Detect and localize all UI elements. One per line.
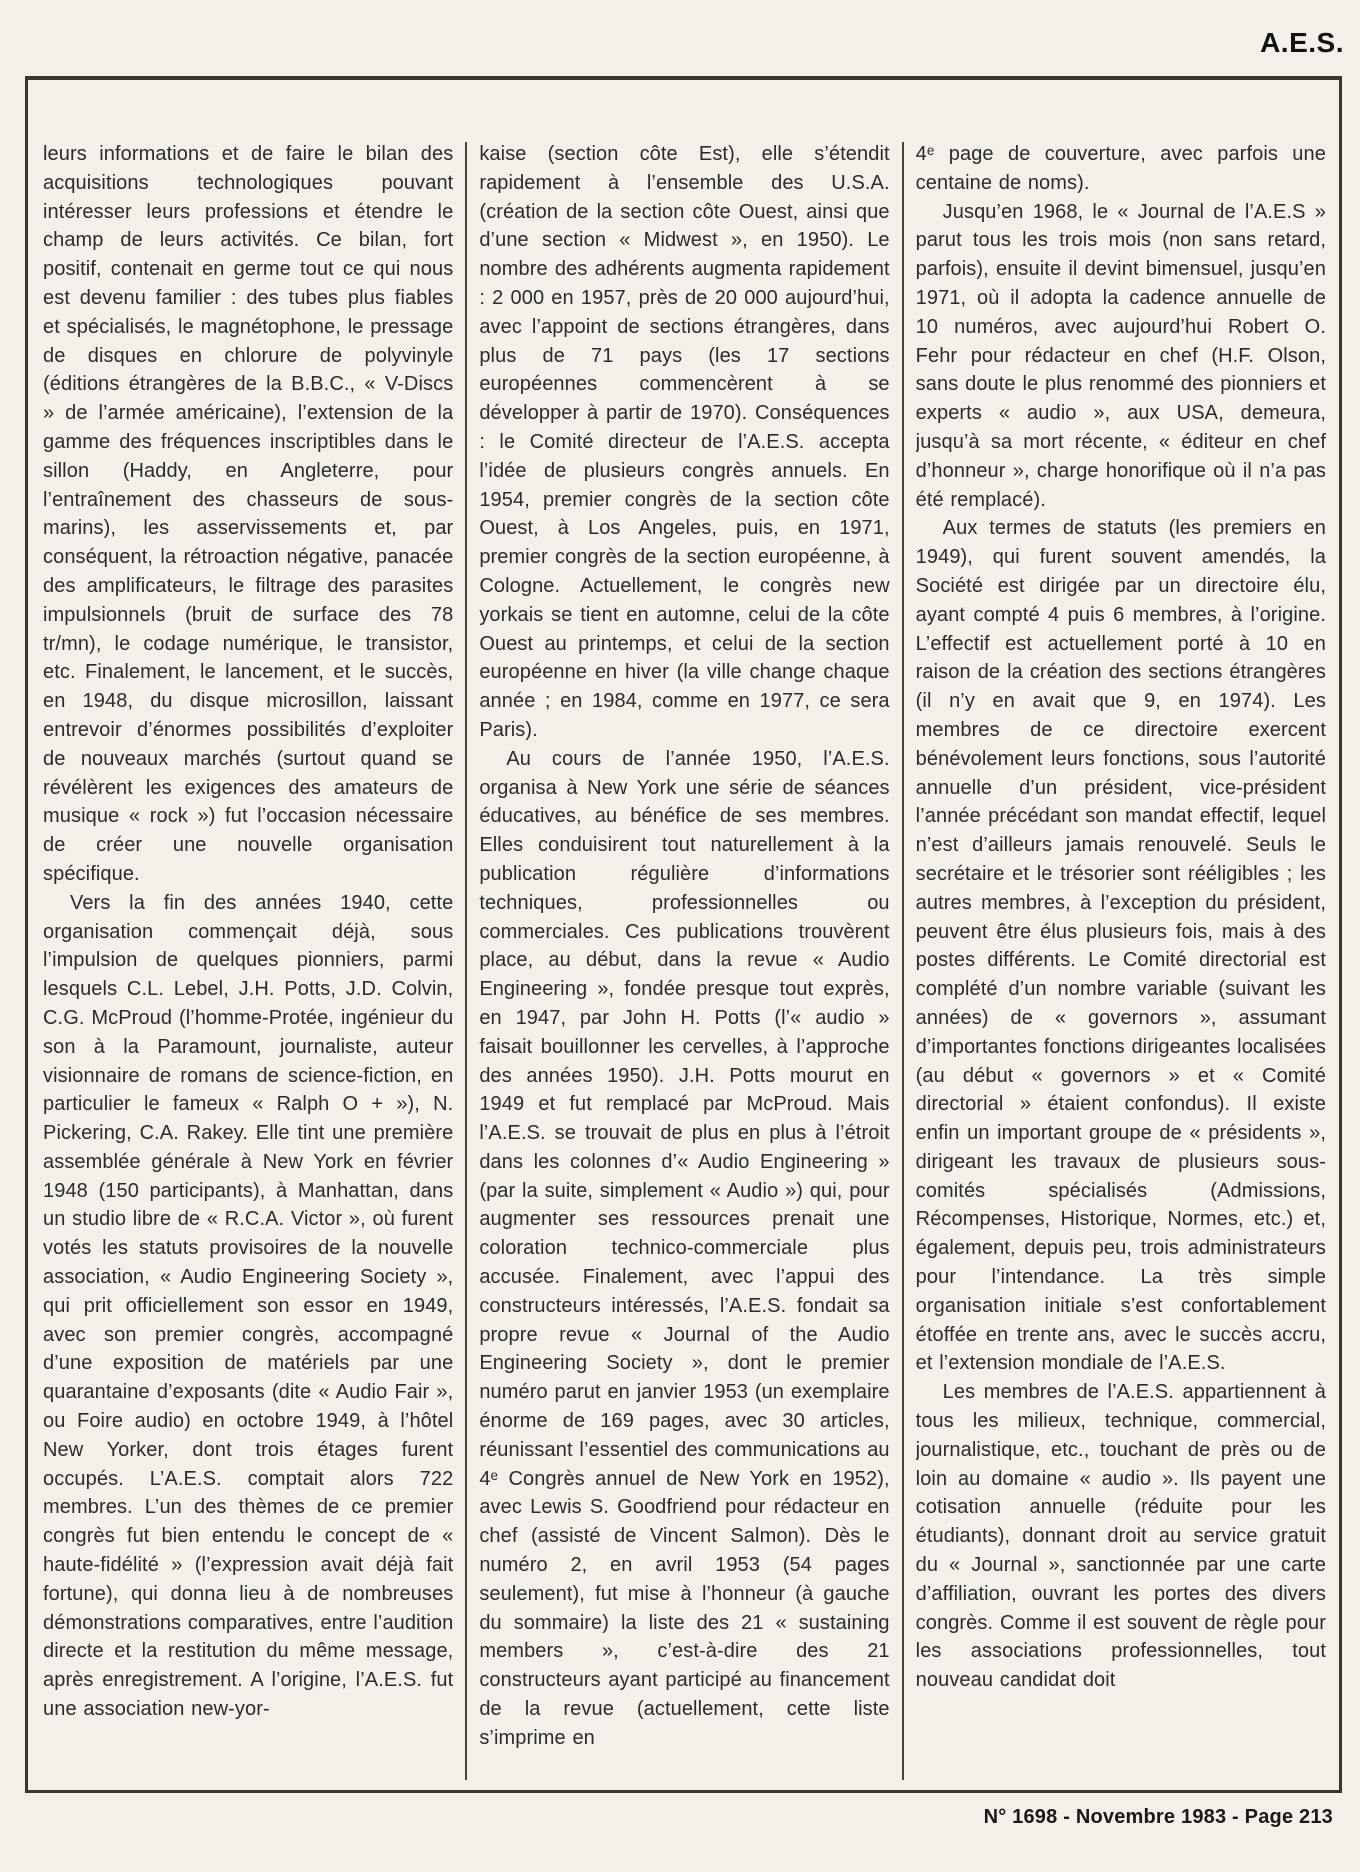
paragraph: Vers la fin des années 1940, cette organisation commençait déjà, sous l’impulsion de quelques pionniers, parmi lesquels C.L. Lebel, J.H. Potts, J.D. Colvin, C.G. McProud (l’homme-Protée, ingénieur du son à la Paramount, journaliste, auteur visionnaire de romans de science-fiction, en particulier le fameux « Ralph O + »), N. Pickering, C.A. Rakey. Elle tint une première assemblée générale à New York en février 1948 (150 participants), à Manhattan, dans un studio libre de « R.C.A. Victor », où furent votés les statuts provisoires de la nouvelle association, « Audio Engineering Society », qui prit officiellement son essor en 1949, avec son premier congrès, accompagné d’une exposition de matériels par une quarantaine d’exposants (dite « Audio Fair », ou Foire audio) en octobre 1949, à l’hôtel New Yorker, dont trois étages furent occupés. L’A.E.S. comptait alors 722 membres. L’un des thèmes de ce premier congrès fut bien entendu le concept de « haute-fidélité » (l’expression avait déjà fait fortune), qui donna lieu à de nombreuses démonstrations comparatives, entre l’audition directe et la restitution du même message, après enregistrement. A l’origine, l’A.E.S. fut une association new-yor- bbox=[43, 891, 454, 1721]
paragraph: Les membres de l’A.E.S. appartiennent à tous les milieux, technique, commercial, journalistique, etc., touchant de près ou de loin au domaine « audio ». Ils payent une cotisation annuelle (réduite pour les étudiants), donnant droit au service gratuit du « Journal », sanctionnée par une carte d’affiliation, ouvrant les portes des divers congrès. Comme il est souvent de règle pour les associations professionnelles, tout nouveau candidat doit bbox=[915, 1381, 1326, 1692]
paragraph: Aux termes de statuts (les premiers en 1949), qui furent souvent amendés, la Société est dirigée par un directoire élu, ayant compté 4 puis 6 membres, à l’origine. L’effectif est actuellement porté à 10 en raison de la création des sections étrangères (il n’y en avait que 9, en 1974). Les membres de ce directoire exercent bénévolement leurs fonctions, sous l’autorité annuelle d’un président, vice-président l’année précédant son mandat effectif, lequel n’est d’ailleurs jamais renouvelé. Seuls le secrétaire et le trésorier sont rééligibles ; les autres membres, à l’exception du président, peuvent être élus plusieurs fois, mais à des postes différents. Le Comité directorial est complété d’un nombre variable (suivant les années) de « governors », assumant d’importantes fonctions dirigeantes localisées (au début « governors » et « Comité directorial » étaient confondus). Il existe enfin un important groupe de « présidents », dirigeant les travaux de plusieurs sous-comités spécialisés (Admissions, Récompenses, Historique, Normes, etc.) et, également, depuis peu, trois administrateurs pour l’intendance. La très simple organisation initiale s’est confortablement étoffée en trente ans, avec le succès accru, et l’extension mondiale de l’A.E.S. bbox=[915, 517, 1326, 1375]
page-footer: N° 1698 - Novembre 1983 - Page 213 bbox=[983, 1806, 1333, 1828]
paragraph: kaise (section côte Est), elle s’étendit rapidement à l’ensemble des U.S.A. (création de la section côte Ouest, ainsi que d’une section « Midwest », en 1950). Le nombre des adhérents augmenta rapidement : 2 000 en 1957, près de 20 000 aujourd’hui, avec l’appoint de sections étrangères, dans plus de 71 pays (les 17 sections européennes commencèrent à se développer à partir de 1970). Conséquences : le Comité directeur de l’A.E.S. accepta l’idée de plusieurs congrès annuels. En 1954, premier congrès de la section côte Ouest, à Los Angeles, puis, en 1971, premier congrès de la section européenne, à Cologne. Actuellement, le congrès new yorkais se tient en automne, celui de la côte Ouest au printemps, et celui de la section européenne en hiver (la ville change chaque année ; en 1984, comme en 1977, ce sera Paris). bbox=[479, 143, 890, 741]
column-divider-1 bbox=[465, 142, 467, 1780]
paragraph: Au cours de l’année 1950, l’A.E.S. organisa à New York une série de séances éducatives, au bénéfice de ses membres. Elles conduisirent tout naturellement à la publication régulière d’informations techniques, professionnelles ou commerciales. Ces publications trouvèrent place, au début, dans la revue « Audio Engineering », fondée presque tout exprès, en 1947, par John H. Potts (l’« audio » faisait bouillonner les cervelles, à l’approche des années 1950). J.H. Potts mourut en 1949 et fut remplacé par McProud. Mais l’A.E.S. se trouvait de plus en plus à l’étroit dans les colonnes d’« Audio Engineering » (par la suite, simplement « Audio ») qui, pour augmenter ses ressources prenait une coloration technico-commerciale plus accusée. Finalement, avec l’appui des constructeurs intéressés, l’A.E.S. fondait sa propre revue « Journal of the Audio Engineering Society », dont le premier numéro parut en janvier 1953 (un exemplaire énorme de 169 pages, avec 30 articles, réunissant l’essentiel des communications au 4ᵉ Congrès annuel de New York en 1952), avec Lewis S. Goodfriend pour rédacteur en chef (assisté de Vincent Salmon). Dès le numéro 2, en avril 1953 (54 pages seulement), fut mise à l’honneur (à gauche du sommaire) la liste des 21 « sustaining members », c’est-à-dire des 21 constructeurs ayant participé au financement de la revue (actuellement, cette liste s’imprime en bbox=[479, 747, 890, 1749]
paragraph: leurs informations et de faire le bilan des acquisitions technologiques pouvant intéresser leurs professions et étendre le champ de leurs activités. Ce bilan, fort positif, contenait en germe tout ce qui nous est devenu familier : des tubes plus fiables et spécialisés, le magnétophone, le pressage de disques en chlorure de polyvinyle (éditions étrangères de la B.B.C., « V-Discs » de l’armée américaine), l’extension de la gamme des fréquences inscriptibles dans le sillon (Haddy, en Angleterre, pour l’entraînement des chasseurs de sous-marins), les asservissements et, par conséquent, la rétroaction négative, panacée des amplificateurs, le filtrage des parasites impulsionnels (bruit de surface des 78 tr/mn), le codage numérique, le transistor, etc. Finalement, le lancement, et le succès, en 1948, du disque microsillon, laissant entrevoir d’énormes possibilités d’exploiter de nouveaux marchés (surtout quand se révélèrent les exigences des amateurs de musique « rock ») fut l’occasion nécessaire de créer une nouvelle organisation spécifique. bbox=[43, 143, 454, 885]
article-column-1 bbox=[43, 140, 453, 1780]
article-box bbox=[25, 76, 1342, 1793]
paragraph: Jusqu’en 1968, le « Journal de l’A.E.S » parut tous les trois mois (non sans retard, parfois), ensuite il devint bimensuel, jusqu’en 1971, où il adopta la cadence annuelle de 10 numéros, avec aujourd’hui Robert O. Fehr pour rédacteur en chef (H.F. Olson, sans doute le plus renommé des pionniers et experts « audio », aux USA, demeura, jusqu’à sa mort récente, « éditeur en chef d’honneur », charge honorifique où il n’a pas été remplacé). bbox=[915, 200, 1326, 511]
article-column-2 bbox=[479, 140, 889, 1780]
page-header-label: A.E.S. bbox=[1260, 27, 1344, 58]
paragraph: 4ᵉ page de couverture, avec parfois une centaine de noms). bbox=[915, 143, 1326, 194]
column-divider-2 bbox=[902, 142, 904, 1780]
article-column-3 bbox=[916, 140, 1326, 1780]
